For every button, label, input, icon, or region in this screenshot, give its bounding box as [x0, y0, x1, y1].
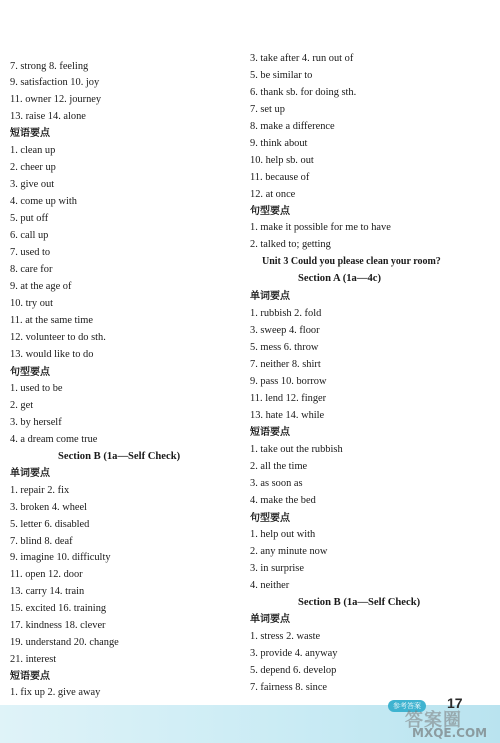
answer-line: 5. mess 6. throw	[250, 342, 319, 353]
subheading: 短语要点	[10, 128, 50, 139]
answer-line: 11. open 12. door	[10, 569, 83, 580]
answer-line: 13. hate 14. while	[250, 410, 325, 421]
subheading: 句型要点	[250, 513, 290, 524]
answer-line: 8. make a difference	[250, 121, 335, 132]
answer-line: 2. any minute now	[250, 546, 328, 557]
answer-line: 11. because of	[250, 172, 310, 183]
unit-heading: Unit 3 Could you please clean your room?	[262, 256, 441, 267]
answer-line: 15. excited 16. training	[10, 603, 107, 614]
section-heading: Section B (1a—Self Check)	[298, 597, 421, 608]
brand-badge: 参考答案	[388, 700, 426, 712]
answer-line: 13. would like to do	[10, 349, 94, 360]
answer-line: 1. stress 2. waste	[250, 631, 321, 642]
subheading: 句型要点	[250, 206, 290, 217]
answer-line: 2. all the time	[250, 461, 308, 472]
answer-line: 21. interest	[10, 654, 57, 665]
answer-line: 4. a dream come true	[10, 434, 98, 445]
answer-line: 2. get	[10, 400, 34, 411]
answer-line: 5. be similar to	[250, 70, 313, 81]
page-number: 17	[447, 695, 463, 711]
answer-line: 7. blind 8. deaf	[10, 536, 73, 547]
answer-line: 3. as soon as	[250, 478, 303, 489]
subheading: 短语要点	[10, 671, 50, 682]
answer-line: 11. owner 12. journey	[10, 94, 102, 105]
answer-line: 7. fairness 8. since	[250, 682, 328, 693]
answer-line: 5. put off	[10, 213, 49, 224]
subheading: 单词要点	[10, 468, 50, 479]
watermark-logo: 答案圈	[405, 710, 462, 731]
answer-line: 7. neither 8. shirt	[250, 359, 321, 370]
answer-line: 10. help sb. out	[250, 155, 314, 166]
answer-line: 5. depend 6. develop	[250, 665, 337, 676]
answer-line: 13. carry 14. train	[10, 586, 85, 597]
answer-line: 3. broken 4. wheel	[10, 502, 88, 513]
answer-line: 1. help out with	[250, 529, 316, 540]
answer-line: 3. provide 4. anyway	[250, 648, 338, 659]
answer-line: 3. in surprise	[250, 563, 304, 574]
answer-line: 9. think about	[250, 138, 308, 149]
answer-line: 1. make it possible for me to have	[250, 222, 391, 233]
answer-line: 9. at the age of	[10, 281, 72, 292]
answer-line: 5. letter 6. disabled	[10, 519, 90, 530]
answer-line: 1. repair 2. fix	[10, 485, 70, 496]
answer-line: 2. cheer up	[10, 162, 56, 173]
answer-line: 7. used to	[10, 247, 51, 258]
answer-line: 19. understand 20. change	[10, 637, 119, 648]
answer-line: 4. neither	[250, 580, 290, 591]
answer-line: 6. call up	[10, 230, 49, 241]
answer-line: 1. used to be	[10, 383, 63, 394]
answer-line: 9. pass 10. borrow	[250, 376, 327, 387]
answer-line: 12. volunteer to do sth.	[10, 332, 106, 343]
answer-line: 3. by herself	[10, 417, 62, 428]
answer-line: 9. satisfaction 10. joy	[10, 77, 100, 88]
answer-line: 7. set up	[250, 104, 285, 115]
watermark-url: MXQE.COM	[412, 726, 488, 740]
answer-line: 11. at the same time	[10, 315, 94, 326]
answer-line: 3. give out	[10, 179, 55, 190]
answer-line: 13. raise 14. alone	[10, 111, 86, 122]
subheading: 单词要点	[250, 291, 290, 302]
section-heading: Section A (1a—4c)	[298, 273, 381, 284]
subheading: 短语要点	[250, 427, 290, 438]
answer-line: 1. take out the rubbish	[250, 444, 343, 455]
answer-line: 1. clean up	[10, 145, 56, 156]
answer-line: 12. at once	[250, 189, 296, 200]
answer-line: 1. rubbish 2. fold	[250, 308, 322, 319]
answer-line: 4. come up with	[10, 196, 77, 207]
answer-line: 11. lend 12. finger	[250, 393, 327, 404]
answer-line: 3. take after 4. run out of	[250, 53, 354, 64]
answer-line: 1. fix up 2. give away	[10, 687, 101, 698]
subheading: 单词要点	[250, 614, 290, 625]
section-heading: Section B (1a—Self Check)	[58, 451, 181, 462]
subheading: 句型要点	[10, 367, 50, 378]
answer-line: 6. thank sb. for doing sth.	[250, 87, 357, 98]
answer-line: 8. care for	[10, 264, 53, 275]
answer-line: 17. kindness 18. clever	[10, 620, 106, 631]
answer-line: 7. strong 8. feeling	[10, 61, 89, 72]
answer-line: 2. talked to; getting	[250, 239, 331, 250]
answer-line: 9. imagine 10. difficulty	[10, 552, 111, 563]
answer-line: 3. sweep 4. floor	[250, 325, 320, 336]
answer-line: 10. try out	[10, 298, 54, 309]
answer-line: 4. make the bed	[250, 495, 316, 506]
